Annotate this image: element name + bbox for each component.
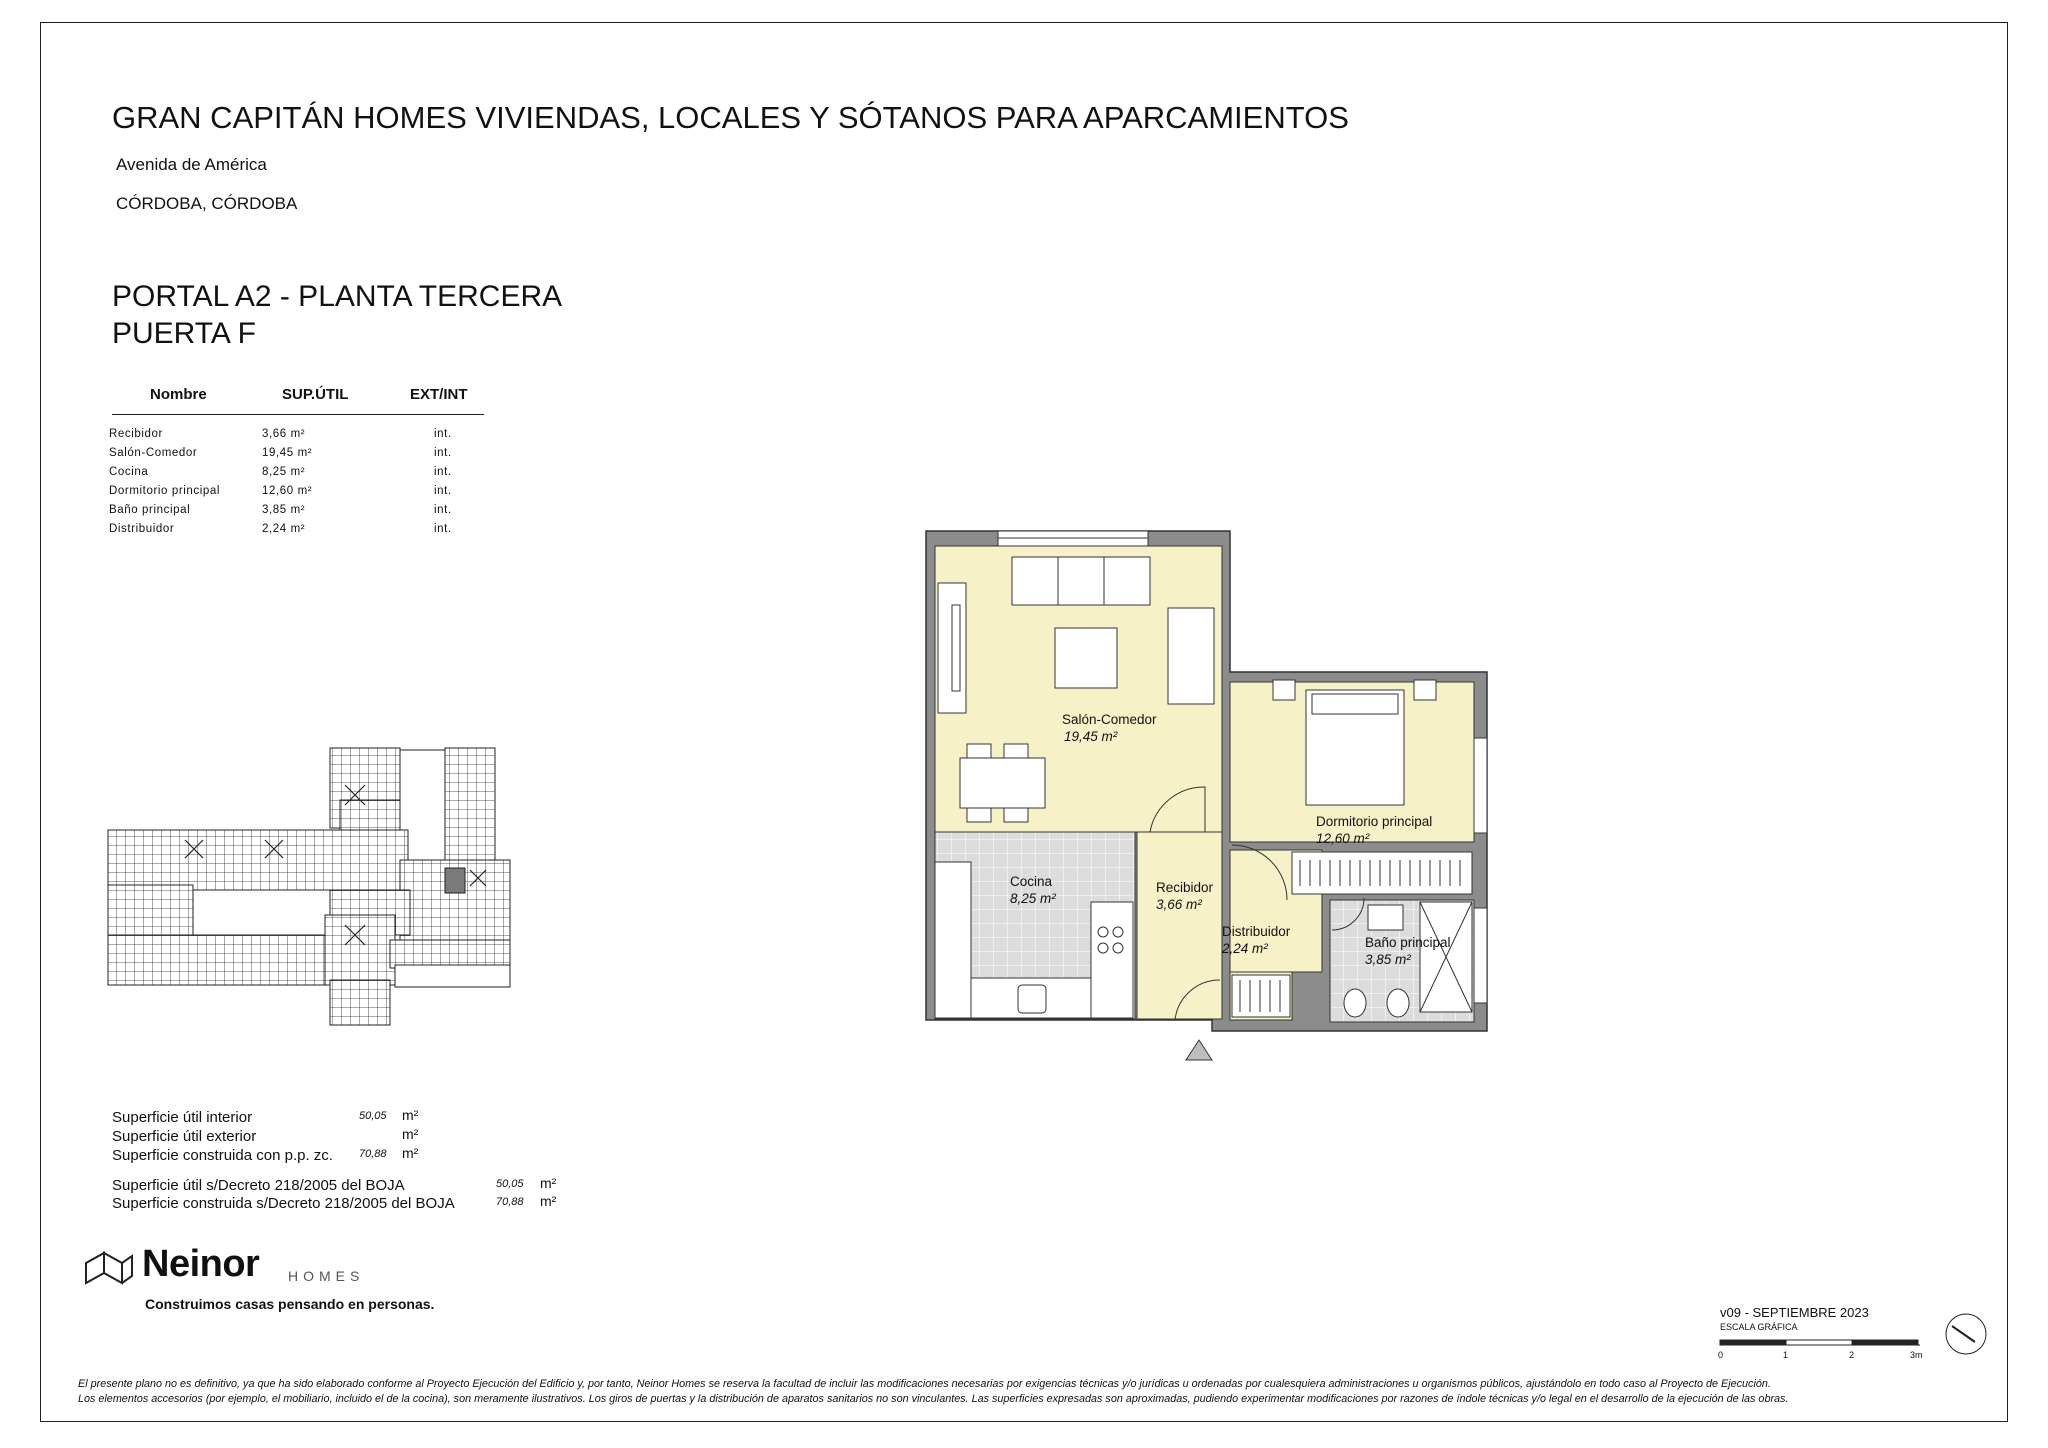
scale-tick: 2 — [1849, 1350, 1855, 1360]
table-cell-type: int. — [434, 428, 452, 440]
disclaimer-line: El presente plano no es definitivo, ya que ha sido elaborado conforme al Proyecto Ejecución del Edificio y, por tanto, Neinor Homes se reserva la facultad de incluir las modificaciones necesarias por exigencias técnicas y/o jurídicas u ordenadas por cualesquiera administraciones u organismos públicos, ajustándolo en todo caso al Proyecto de Ejecución. — [78, 1378, 1771, 1390]
table-cell-name: Distribuidor — [109, 523, 175, 535]
floor-plan — [926, 531, 1487, 1060]
surface-interior-label: Superficie útil interior — [112, 1109, 253, 1126]
table-cell-area: 3,66 m² — [262, 428, 306, 440]
door-line: PUERTA F — [112, 317, 256, 350]
label-cocina: Cocina — [1010, 874, 1053, 889]
boja-built-unit: m² — [540, 1193, 557, 1209]
area-cocina: 8,25 m² — [1010, 891, 1056, 906]
surface-exterior-label: Superficie útil exterior — [112, 1128, 257, 1145]
table-cell-name: Baño principal — [109, 504, 191, 516]
surface-interior-unit: m² — [402, 1107, 419, 1123]
table-cell-area: 12,60 m² — [262, 485, 313, 497]
table-cell-type: int. — [434, 504, 452, 516]
surface-built-value: 70,88 — [359, 1148, 387, 1160]
boja-built-value: 70,88 — [496, 1196, 524, 1208]
col-header-type: EXT/INT — [410, 386, 468, 403]
label-distribuidor: Distribuidor — [1222, 924, 1291, 939]
surface-exterior-unit: m² — [402, 1126, 419, 1142]
label-dormitorio: Dormitorio principal — [1316, 814, 1433, 829]
highlighted-unit — [445, 868, 465, 893]
disclaimer — [78, 1377, 1788, 1407]
room-recibidor — [1137, 832, 1222, 1019]
surface-built-unit: m² — [402, 1145, 419, 1161]
area-distribuidor: 2,24 m² — [1222, 941, 1268, 956]
brand-suffix: HOMES — [288, 1268, 365, 1284]
label-salon: Salón-Comedor — [1062, 712, 1157, 727]
area-salon: 19,45 m² — [1064, 729, 1118, 744]
table-cell-area: 19,45 m² — [262, 447, 313, 459]
surface-interior-value: 50,05 — [359, 1110, 387, 1122]
surface-built-label: Superficie construida con p.p. zc. — [112, 1147, 333, 1164]
table-cell-name: Recibidor — [109, 428, 163, 440]
table-cell-area: 3,85 m² — [262, 504, 306, 516]
col-header-area: SUP.ÚTIL — [282, 386, 349, 403]
table-cell-type: int. — [434, 466, 452, 478]
brand-name: Neinor — [142, 1243, 260, 1285]
disclaimer-line: Los elementos accesorios (por ejemplo, el mobiliario, incluido el de la cocina), son meramente ilustrativos. Los giros de puertas y la distribución de aparatos sanitarios no son vinculantes. Las superficies expresadas son aproximadas, pudiendo experimentar modificaciones por razones de índole técnicas y/o legal en el desarrollo de la ejecución de las obras. — [78, 1393, 1789, 1405]
area-recibidor: 3,66 m² — [1156, 897, 1202, 912]
table-cell-area: 2,24 m² — [262, 523, 306, 535]
table-cell-area: 8,25 m² — [262, 466, 306, 478]
project-title: GRAN CAPITÁN HOMES VIVIENDAS, LOCALES Y SÓTANOS PARA APARCAMIENTOS — [112, 100, 1349, 135]
boja-useful-label: Superficie útil s/Decreto 218/2005 del BOJA — [112, 1177, 405, 1194]
table-cell-name: Salón-Comedor — [109, 447, 198, 459]
brand-tagline: Construimos casas pensando en personas. — [145, 1296, 435, 1312]
city: CÓRDOBA, CÓRDOBA — [116, 194, 298, 213]
scale-tick: 1 — [1783, 1350, 1789, 1360]
area-dormitorio: 12,60 m² — [1316, 831, 1370, 846]
version-label: v09 - SEPTIEMBRE 2023 — [1720, 1305, 1869, 1320]
boja-useful-unit: m² — [540, 1175, 557, 1191]
neinor-logo-mark — [86, 1253, 132, 1283]
portal-line: PORTAL A2 - PLANTA TERCERA — [112, 280, 563, 313]
scale-label: ESCALA GRÁFICA — [1720, 1322, 1798, 1332]
scale-tick: 0 — [1718, 1350, 1724, 1360]
key-plan — [108, 748, 510, 1025]
north-arrow-icon — [1946, 1314, 1986, 1354]
table-cell-name: Dormitorio principal — [109, 485, 221, 497]
boja-built-label: Superficie construida s/Decreto 218/2005 del BOJA — [112, 1195, 455, 1212]
col-header-name: Nombre — [150, 386, 207, 403]
table-cell-type: int. — [434, 523, 452, 535]
scale-tick: 3m — [1910, 1350, 1923, 1360]
table-cell-type: int. — [434, 447, 452, 459]
graphic-scale — [1720, 1340, 1920, 1345]
table-cell-name: Cocina — [109, 466, 149, 478]
label-bano: Baño principal — [1365, 935, 1451, 950]
street-address: Avenida de América — [116, 155, 267, 174]
area-bano: 3,85 m² — [1365, 952, 1411, 967]
label-recibidor: Recibidor — [1156, 880, 1214, 895]
entrance-marker — [1186, 1040, 1212, 1060]
table-cell-type: int. — [434, 485, 452, 497]
boja-useful-value: 50,05 — [496, 1178, 524, 1190]
